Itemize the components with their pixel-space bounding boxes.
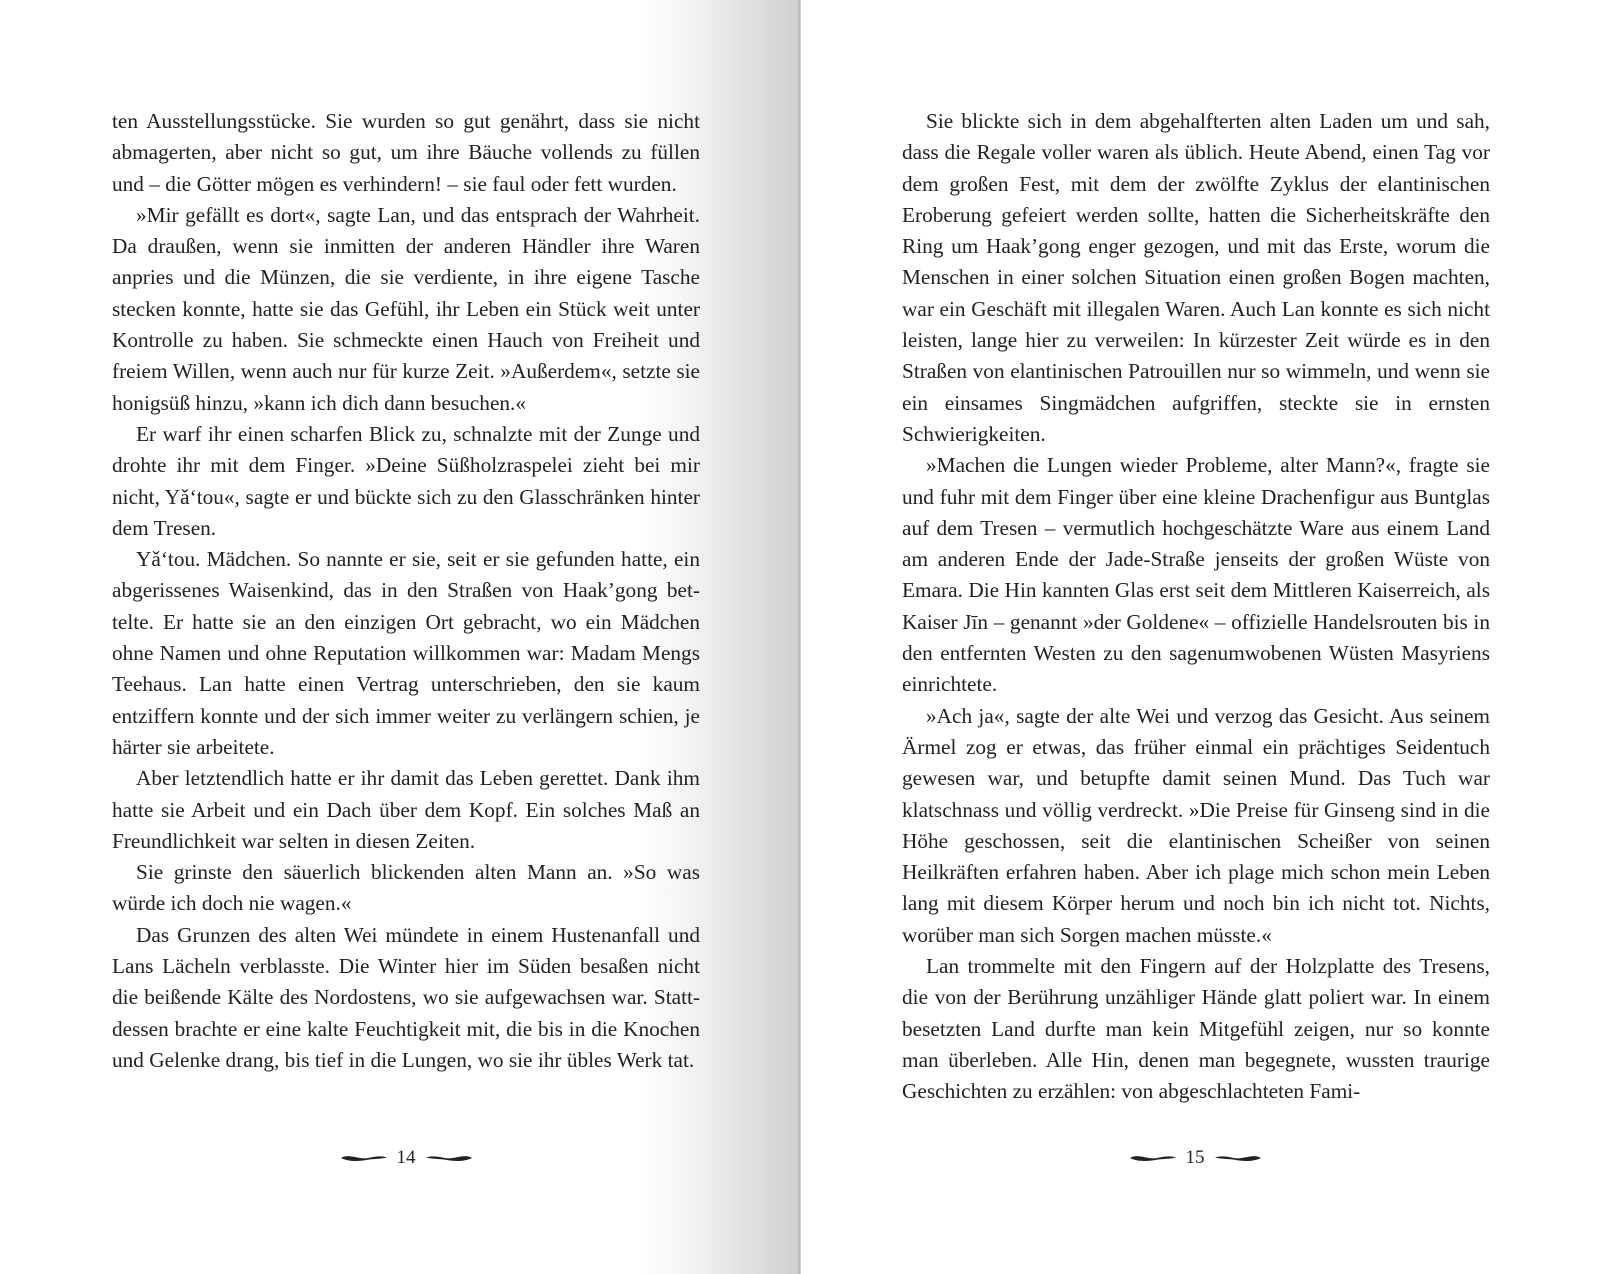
paragraph: Sie grinste den säuerlich blickenden alten Mann an. »So was würde ich doch nie wagen.«	[112, 860, 700, 916]
paragraph: Lan trommelte mit den Fingern auf der Holzplatte des Tresens, die von der Berührung unzähliger Hände glatt poliert war. In einem besetzten Land durfte man kein Mitgefühl zeigen, nur so konnte man überleben. Alle Hin, denen man begegnete, wussten traurige Geschichten zu erzählen: von abgeschlachteten Fami-	[902, 954, 1490, 1104]
paragraph: »Machen die Lungen wieder Probleme, alter Mann?«, fragte sie und fuhr mit dem Finger über eine kleine Drachenfigur aus Buntglas auf dem Tresen – vermutlich hochgeschätzte Ware aus einem Land am anderen Ende der Jade-Straße jenseits der großen Wüste von Emara. Die Hin kannten Glas erst seit dem Mittleren Kaiserreich, als Kaiser Jīn – genannt »der Goldene« – offizielle Handelsrouten bis in den entfernten Westen zu den sagenumwobenen Wüsten Masyriens einrichtete.	[902, 453, 1490, 697]
paragraph: »Ach ja«, sagte der alte Wei und verzog das Gesicht. Aus seinem Ärmel zog er etwas, das früher einmal ein prächtiges Seidentuch gewesen war, und betupfte damit seinen Mund. Das Tuch war klatschnass und völlig verdreckt. »Die Preise für Ginseng sind in die Höhe geschossen, seit die elantinischen Scheißer von seinen Heilkräften erfahren haben. Aber ich plage mich schon mein Leben lang mit diesem Körper herum und noch bin ich nicht tot. Nichts, worüber man sich Sorgen machen müsste.«	[902, 703, 1490, 947]
paragraph: Yǎ‘tou. Mädchen. So nannte er sie, seit er sie gefunden hatte, ein abgerissenes Waisenkind, das in den Straßen von Haak’gong bettelte. Er hatte sie an den einzigen Ort gebracht, wo ein Mädchen ohne Namen und ohne Reputation willkommen war: Madam Mengs Teehaus. Lan hatte einen Vertrag unterschrieben, den sie kaum entziffern konnte und der sich immer weiter zu verlängern schien, je härter sie arbeitete.	[112, 547, 700, 759]
left-page	[0, 0, 798, 1274]
right-page-body	[902, 106, 1490, 1108]
paragraph: Er warf ihr einen scharfen Blick zu, schnalzte mit der Zunge und drohte ihr mit dem Finger. »Deine Süßholzraspelei zieht bei mir nicht, Yǎ‘tou«, sagte er und bückte sich zu den Glasschränken hinter dem Tresen.	[112, 421, 700, 540]
paragraph: »Mir gefällt es dort«, sagte Lan, und das entsprach der Wahrheit. Da draußen, wenn sie inmitten der anderen Händler ihre Waren anpries und die Münzen, die sie verdiente, in ihre eigene Tasche stecken konnte, hatte sie das Gefühl, ihr Leben ein Stück weit unter Kontrolle zu haben. Sie schmeckte einen Hauch von Freiheit und freiem Willen, wenn auch nur für kurze Zeit. »Außerdem«, setzte sie honigsüß hinzu, »kann ich dich dann besuchen.«	[112, 202, 700, 415]
page-number: 14	[396, 1147, 416, 1168]
right-page	[800, 0, 1598, 1274]
paragraph: ten Ausstellungsstücke. Sie wurden so gut genährt, dass sie nicht abmagerten, aber nicht so gut, um ihre Bäuche vollends zu füllen und – die Götter mögen es verhindern! – sie faul oder fett wurden.	[112, 109, 700, 196]
left-page-footer	[306, 1146, 506, 1170]
paragraph: Sie blickte sich in dem abgehalfterten alten Laden um und sah, dass die Regale voller waren als üblich. Heute Abend, einen Tag vor dem großen Fest, mit dem der zwölfte Zyklus der elantinischen Eroberung gefeiert werden sollte, hatten die Sicherheitskräfte den Ring um Haak’gong enger gezogen, und mit das Erste, worum die Menschen in einer solchen Situation einen großen Bogen machten, war ein Geschäft mit illegalen Waren. Auch Lan konnte es sich nicht leisten, lange hier zu verweilen: In kürzester Zeit würde es in den Straßen von elantinischen Patrouillen nur so wimmeln, und wenn sie ein einsames Singmädchen aufgriffen, steckte sie in ernsten Schwierigkeiten.	[902, 109, 1490, 446]
paragraph: Das Grunzen des alten Wei mündete in einem Hustenanfall und Lans Lächeln verblasste. Die Winter hier im Süden besaßen nicht die beißende Kälte des Nordostens, wo sie aufgewachsen war. Stattdessen brachte er eine kalte Feuchtigkeit mit, die bis in die Knochen und Gelenke drang, bis tief in die Lungen, wo sie ihr übles Werk tat.	[112, 922, 700, 1072]
ornament-swash-left-icon	[1130, 1152, 1176, 1164]
ornament-swash-right-icon	[426, 1152, 472, 1164]
ornament-swash-left-icon	[341, 1152, 387, 1164]
page-number: 15	[1185, 1147, 1205, 1168]
left-page-body	[112, 106, 700, 1076]
right-page-footer	[1095, 1146, 1295, 1170]
ornament-swash-right-icon	[1215, 1152, 1261, 1164]
paragraph: Aber letztendlich hatte er ihr damit das Leben gerettet. Dank ihm hatte sie Arbeit und ein Dach über dem Kopf. Ein solches Maß an Freundlichkeit war selten in diesen Zeiten.	[112, 766, 700, 853]
